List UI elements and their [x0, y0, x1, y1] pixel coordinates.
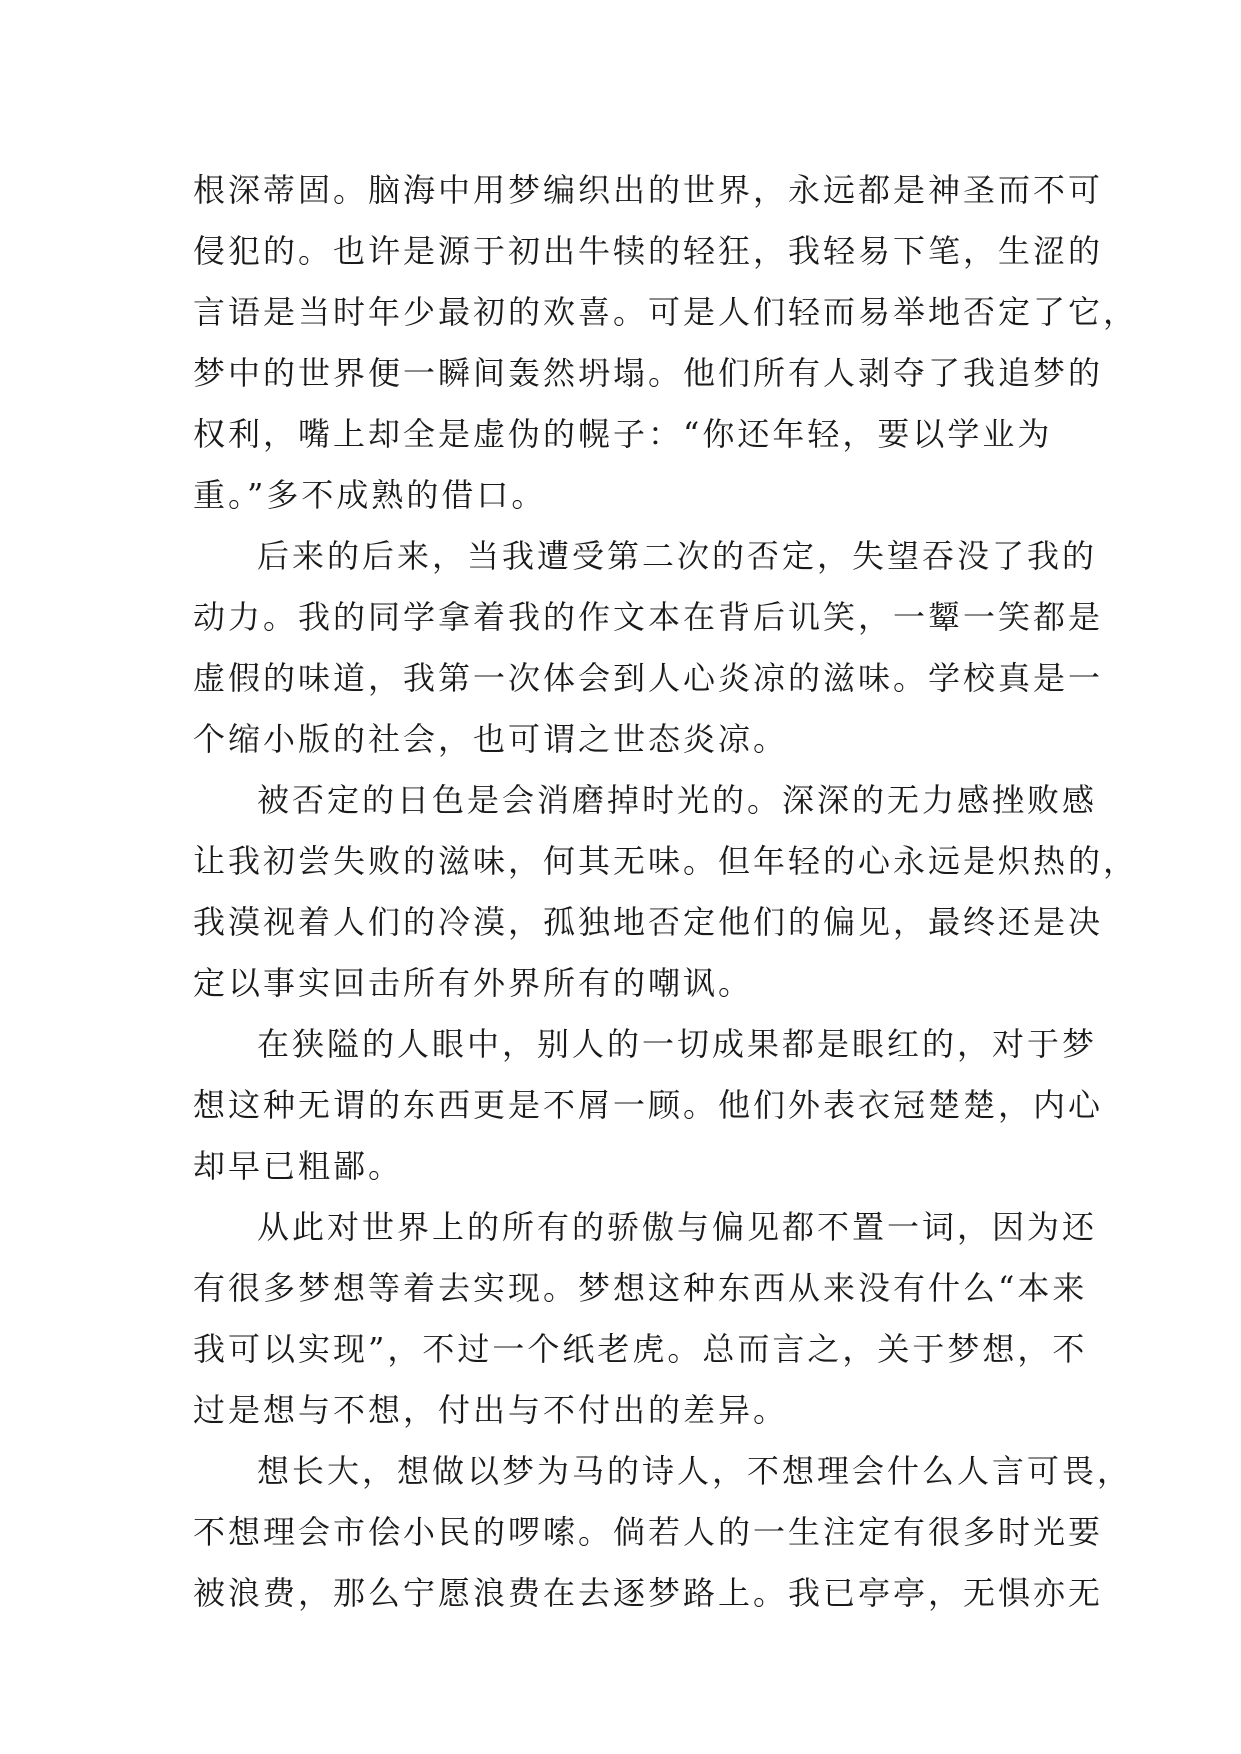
paragraph: [193, 526, 1104, 770]
text-line: 侵犯的。也许是源于初出牛犊的轻狂，我轻易下笔，生涩的: [193, 232, 1104, 270]
text-line: 梦中的世界便一瞬间轰然坍塌。他们所有人剥夺了我追梦的: [193, 354, 1104, 392]
text-line: 后来的后来，当我遭受第二次的否定，失望吞没了我的: [257, 537, 1098, 575]
paragraph: [193, 160, 1139, 526]
text-line: 我可以实现”，不过一个纸老虎。总而言之，关于梦想，不: [193, 1330, 1088, 1368]
text-line: 过是想与不想，付出与不付出的差异。: [193, 1391, 789, 1429]
paragraph: [193, 1441, 1133, 1624]
text-line: 我漠视着人们的冷漠，孤独地否定他们的偏见，最终还是决: [193, 903, 1104, 941]
text-line: 言语是当时年少最初的欢喜。可是人们轻而易举地否定了它，: [193, 293, 1139, 331]
text-line: 不想理会市侩小民的啰嗦。倘若人的一生注定有很多时光要: [193, 1513, 1104, 1551]
text-line: 却早已粗鄙。: [193, 1147, 404, 1185]
text-line: 在狭隘的人眼中，别人的一切成果都是眼红的，对于梦: [257, 1025, 1098, 1063]
text-line: 虚假的味道，我第一次体会到人心炎凉的滋味。学校真是一: [193, 659, 1104, 697]
text-line: 权利，嘴上却全是虚伪的幌子：“你还年轻，要以学业为: [193, 415, 1053, 453]
essay-text: [193, 160, 1139, 1624]
text-line: 根深蒂固。脑海中用梦编织出的世界，永远都是神圣而不可: [193, 171, 1104, 209]
text-line: 想这种无谓的东西更是不屑一顾。他们外表衣冠楚楚，内心: [193, 1086, 1104, 1124]
paragraph: [193, 770, 1139, 1014]
text-line: 想长大，想做以梦为马的诗人，不想理会什么人言可畏，: [257, 1452, 1133, 1490]
text-line: 重。”多不成熟的借口。: [193, 476, 547, 514]
text-line: 定以事实回击所有外界所有的嘲讽。: [193, 964, 754, 1002]
text-line: 被否定的日色是会消磨掉时光的。深深的无力感挫败感: [257, 781, 1098, 819]
text-line: 让我初尝失败的滋味，何其无味。但年轻的心永远是炽热的，: [193, 842, 1139, 880]
text-line: 个缩小版的社会，也可谓之世态炎凉。: [193, 720, 789, 758]
text-line: 有很多梦想等着去实现。梦想这种东西从来没有什么“本来: [193, 1269, 1088, 1307]
paragraph: [193, 1197, 1098, 1441]
text-line: 从此对世界上的所有的骄傲与偏见都不置一词，因为还: [257, 1208, 1098, 1246]
paragraph: [193, 1014, 1104, 1197]
text-line: 动力。我的同学拿着我的作文本在背后讥笑，一颦一笑都是: [193, 598, 1104, 636]
text-line: 被浪费，那么宁愿浪费在去逐梦路上。我已亭亭，无惧亦无: [193, 1574, 1104, 1612]
